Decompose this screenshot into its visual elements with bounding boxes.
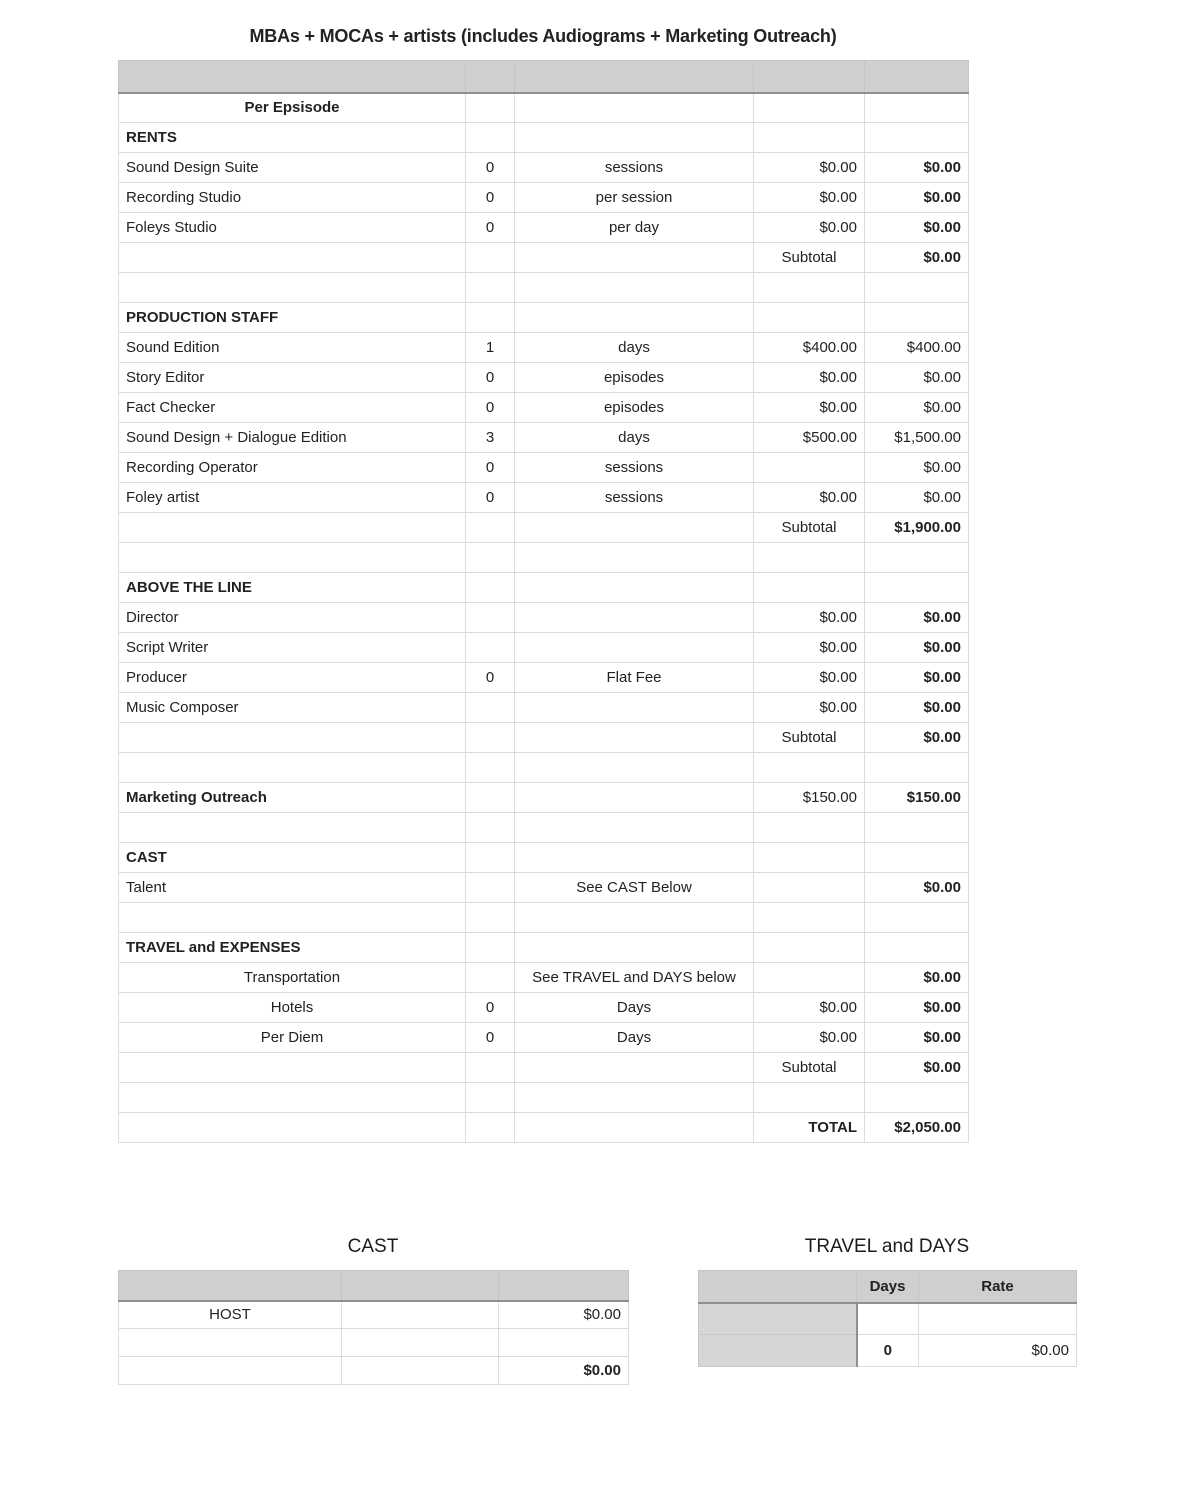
- item-name: Talent: [119, 873, 466, 903]
- blank-row: [119, 273, 969, 303]
- subtotal-row: [119, 243, 969, 273]
- blank-row: [119, 753, 969, 783]
- table-row: [119, 963, 969, 993]
- travel-table-title: TRAVEL and DAYS: [804, 1236, 970, 1257]
- item-name: Music Composer: [119, 693, 466, 723]
- item-qty: 1: [466, 333, 515, 363]
- table-row: [119, 423, 969, 453]
- subtotal-label: Subtotal: [754, 513, 865, 543]
- marketing-rate: $150.00: [754, 783, 865, 813]
- item-qty: 0: [466, 483, 515, 513]
- subtotal-label: Subtotal: [754, 1053, 865, 1083]
- item-name: Transportation: [119, 963, 466, 993]
- host-label: HOST: [119, 1301, 342, 1329]
- table-row: [119, 603, 969, 633]
- item-qty: [466, 603, 515, 633]
- table-row: [699, 1335, 1077, 1367]
- section-heading-row: [119, 843, 969, 873]
- document-title: MBAs + MOCAs + artists (includes Audiograms + Marketing Outreach): [249, 26, 837, 46]
- item-unit: [515, 633, 754, 663]
- item-unit: Days: [515, 1023, 754, 1053]
- rate-header: Rate: [919, 1271, 1077, 1303]
- item-unit: episodes: [515, 363, 754, 393]
- budget-table: [118, 60, 969, 1143]
- item-name: Sound Design + Dialogue Edition: [119, 423, 466, 453]
- table-header-row: [119, 61, 969, 93]
- table-row: [119, 453, 969, 483]
- item-name: Foley artist: [119, 483, 466, 513]
- table-row: [119, 393, 969, 423]
- blank-row: [119, 1083, 969, 1113]
- item-total: $0.00: [865, 1023, 969, 1053]
- table-header-row: [699, 1271, 1077, 1303]
- subtotal-row: [119, 723, 969, 753]
- item-total: $0.00: [865, 963, 969, 993]
- table-row: [119, 993, 969, 1023]
- item-total: $0.00: [865, 633, 969, 663]
- table-row: [119, 1301, 629, 1329]
- item-unit: days: [515, 333, 754, 363]
- marketing-row: [119, 783, 969, 813]
- item-name: Sound Edition: [119, 333, 466, 363]
- item-rate: [754, 963, 865, 993]
- per-episode-row: [119, 93, 969, 123]
- table-row: [699, 1303, 1077, 1335]
- days-value: 0: [857, 1335, 919, 1367]
- total-label: TOTAL: [754, 1113, 865, 1143]
- section-heading: PRODUCTION STAFF: [119, 303, 466, 333]
- item-total: $0.00: [865, 453, 969, 483]
- item-rate: $0.00: [754, 633, 865, 663]
- item-qty: 0: [466, 663, 515, 693]
- cast-table: [118, 1270, 629, 1385]
- cast-table-title: CAST: [347, 1236, 399, 1257]
- section-heading-row: [119, 303, 969, 333]
- item-rate: $400.00: [754, 333, 865, 363]
- item-unit: Days: [515, 993, 754, 1023]
- section-heading: CAST: [119, 843, 466, 873]
- item-qty: 0: [466, 393, 515, 423]
- blank-row: [119, 903, 969, 933]
- item-qty: 0: [466, 1023, 515, 1053]
- section-heading: ABOVE THE LINE: [119, 573, 466, 603]
- item-name: Fact Checker: [119, 393, 466, 423]
- total-row: [119, 1113, 969, 1143]
- section-heading-row: [119, 573, 969, 603]
- item-rate: $0.00: [754, 393, 865, 423]
- item-total: $0.00: [865, 153, 969, 183]
- rate-value: $0.00: [919, 1335, 1077, 1367]
- table-header-row: [119, 1271, 629, 1301]
- marketing-total: $150.00: [865, 783, 969, 813]
- subtotal-value: $1,900.00: [865, 513, 969, 543]
- item-rate: $500.00: [754, 423, 865, 453]
- table-row: [119, 633, 969, 663]
- item-rate: $0.00: [754, 183, 865, 213]
- cast-sum: $0.00: [499, 1357, 629, 1385]
- item-unit: sessions: [515, 153, 754, 183]
- item-total: $0.00: [865, 693, 969, 723]
- item-total: $0.00: [865, 663, 969, 693]
- item-unit: [515, 693, 754, 723]
- travel-days-table: [698, 1270, 1077, 1367]
- section-heading-row: [119, 123, 969, 153]
- item-total: $0.00: [865, 363, 969, 393]
- section-heading-row: [119, 933, 969, 963]
- item-name: Producer: [119, 663, 466, 693]
- item-name: Per Diem: [119, 1023, 466, 1053]
- item-rate: $0.00: [754, 603, 865, 633]
- total-value: $2,050.00: [865, 1113, 969, 1143]
- item-qty: 0: [466, 453, 515, 483]
- table-row: [119, 1357, 629, 1385]
- item-name: Recording Operator: [119, 453, 466, 483]
- table-row: [119, 1023, 969, 1053]
- per-episode-label: Per Epsisode: [119, 93, 466, 123]
- table-row: [119, 483, 969, 513]
- item-name: Foleys Studio: [119, 213, 466, 243]
- item-total: $400.00: [865, 333, 969, 363]
- subtotal-label: Subtotal: [754, 723, 865, 753]
- subtotal-value: $0.00: [865, 243, 969, 273]
- marketing-label: Marketing Outreach: [119, 783, 466, 813]
- table-row: [119, 213, 969, 243]
- item-qty: 0: [466, 153, 515, 183]
- table-row: [119, 153, 969, 183]
- section-heading: TRAVEL and EXPENSES: [119, 933, 466, 963]
- item-name: Story Editor: [119, 363, 466, 393]
- item-total: $0.00: [865, 183, 969, 213]
- blank-row: [119, 813, 969, 843]
- item-total: $1,500.00: [865, 423, 969, 453]
- item-qty: [466, 633, 515, 663]
- host-amount: $0.00: [499, 1301, 629, 1329]
- table-row: [119, 693, 969, 723]
- subtotal-value: $0.00: [865, 1053, 969, 1083]
- subtotal-label: Subtotal: [754, 243, 865, 273]
- item-qty: 0: [466, 993, 515, 1023]
- item-rate: $0.00: [754, 483, 865, 513]
- item-rate: $0.00: [754, 1023, 865, 1053]
- item-total: $0.00: [865, 873, 969, 903]
- item-qty: 0: [466, 213, 515, 243]
- table-row: [119, 663, 969, 693]
- subtotal-row: [119, 513, 969, 543]
- blank-row: [119, 543, 969, 573]
- item-name: Sound Design Suite: [119, 153, 466, 183]
- section-heading: RENTS: [119, 123, 466, 153]
- item-qty: [466, 963, 515, 993]
- table-row: [119, 873, 969, 903]
- table-row: [119, 1329, 629, 1357]
- item-qty: 3: [466, 423, 515, 453]
- item-unit: sessions: [515, 483, 754, 513]
- item-unit: See TRAVEL and DAYS below: [515, 963, 754, 993]
- item-total: $0.00: [865, 483, 969, 513]
- item-rate: $0.00: [754, 663, 865, 693]
- item-unit: per session: [515, 183, 754, 213]
- table-row: [119, 183, 969, 213]
- item-unit: per day: [515, 213, 754, 243]
- item-total: $0.00: [865, 213, 969, 243]
- item-rate: $0.00: [754, 213, 865, 243]
- item-total: $0.00: [865, 993, 969, 1023]
- item-qty: 0: [466, 363, 515, 393]
- subtotal-value: $0.00: [865, 723, 969, 753]
- item-unit: sessions: [515, 453, 754, 483]
- item-unit: Flat Fee: [515, 663, 754, 693]
- item-unit: See CAST Below: [515, 873, 754, 903]
- item-qty: [466, 693, 515, 723]
- item-total: $0.00: [865, 393, 969, 423]
- item-rate: $0.00: [754, 153, 865, 183]
- item-unit: [515, 603, 754, 633]
- table-row: [119, 333, 969, 363]
- item-total: $0.00: [865, 603, 969, 633]
- item-rate: $0.00: [754, 693, 865, 723]
- item-qty: 0: [466, 183, 515, 213]
- subtotal-row: [119, 1053, 969, 1083]
- item-name: Director: [119, 603, 466, 633]
- item-unit: days: [515, 423, 754, 453]
- table-row: [119, 363, 969, 393]
- item-name: Recording Studio: [119, 183, 466, 213]
- item-unit: episodes: [515, 393, 754, 423]
- item-rate: [754, 453, 865, 483]
- item-rate: $0.00: [754, 993, 865, 1023]
- item-rate: $0.00: [754, 363, 865, 393]
- item-name: Script Writer: [119, 633, 466, 663]
- item-name: Hotels: [119, 993, 466, 1023]
- days-header: Days: [857, 1271, 919, 1303]
